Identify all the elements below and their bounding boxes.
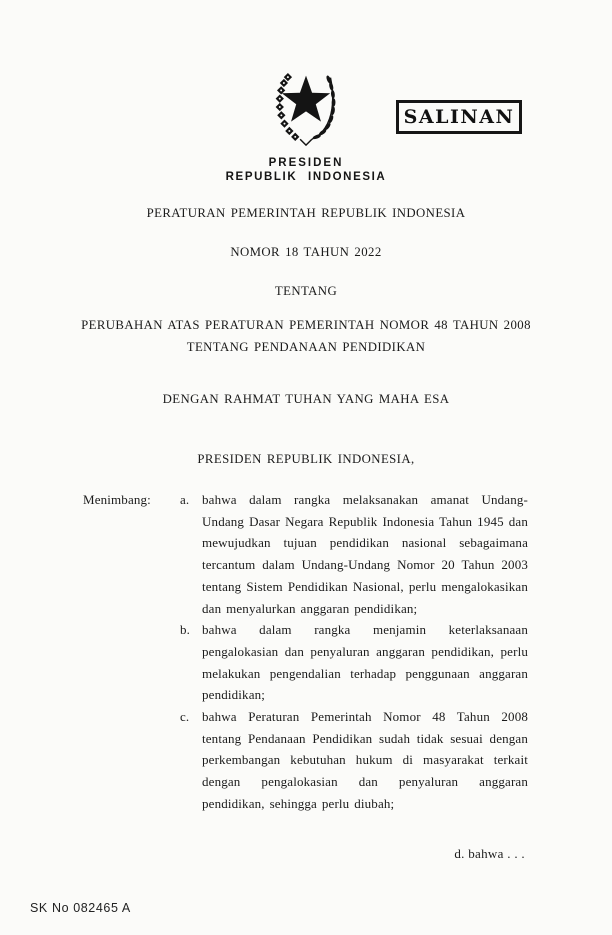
letterhead-line2: REPUBLIK INDONESIA: [225, 171, 387, 183]
considering-item-b-marker: b.: [180, 622, 191, 638]
title-subject: [0, 315, 612, 358]
letterhead: [0, 157, 612, 184]
doc-code: SK No 082465 A: [30, 901, 131, 915]
star-wreath-icon: [261, 61, 351, 151]
salinan-stamp: [396, 100, 522, 134]
title-number: NOMOR 18 TAHUN 2022: [230, 245, 382, 259]
invocation-line: DENGAN RAHMAT TUHAN YANG MAHA ESA: [162, 392, 450, 406]
title-about-label: TENTANG: [274, 284, 338, 298]
title-subject-line2: TENTANG PENDANAAN PENDIDIKAN: [186, 339, 426, 354]
authority-line: PRESIDEN REPUBLIK INDONESIA,: [197, 452, 415, 466]
considering-item-c-text: bahwa Peraturan Pemerintah Nomor 48 Tahun 2008 tentang Pendanaan Pendidikan sudah tidak sesuai dengan perkembangan kebutuhan hukum di masyarakat terkait dengan pengalokasian dan penyaluran anggaran pendidikan, sehingga perlu diubah;: [202, 709, 528, 811]
catchword: d. bahwa . . .: [454, 846, 525, 861]
letterhead-line1: PRESIDEN: [268, 157, 344, 169]
considering-item-a-marker: a.: [180, 492, 190, 507]
salinan-stamp-label: SALINAN: [403, 106, 515, 128]
considering-section: [83, 489, 528, 815]
title-subject-line1: PERUBAHAN ATAS PERATURAN PEMERINTAH NOMOR 48 TAHUN 2008: [81, 318, 531, 332]
considering-item-a-text: bahwa dalam rangka melaksanakan amanat Undang-Undang Dasar Negara Republik Indonesia Tahun 1945 dan mewujudkan tujuan pendidikan nasional sebagaimana tercantum dalam Undang-Undang Nomor 20 Tahun 2003 tentang Sistem Pendidikan Nasional, perlu mengalokasikan dan menyalurkan anggaran pendidikan;: [202, 492, 528, 616]
title-regulation: PERATURAN PEMERINTAH REPUBLIK INDONESIA: [146, 206, 466, 220]
considering-label: Menimbang:: [83, 492, 151, 507]
considering-item-c-marker: c.: [180, 709, 190, 725]
presidential-emblem: [261, 61, 351, 151]
considering-item-b-text: bahwa dalam rangka menjamin keterlaksanaan pengalokasian dan penyaluran anggaran pendidikan, perlu melakukan pengendalian terhadap penggunaan anggaran pendidikan;: [202, 622, 528, 703]
